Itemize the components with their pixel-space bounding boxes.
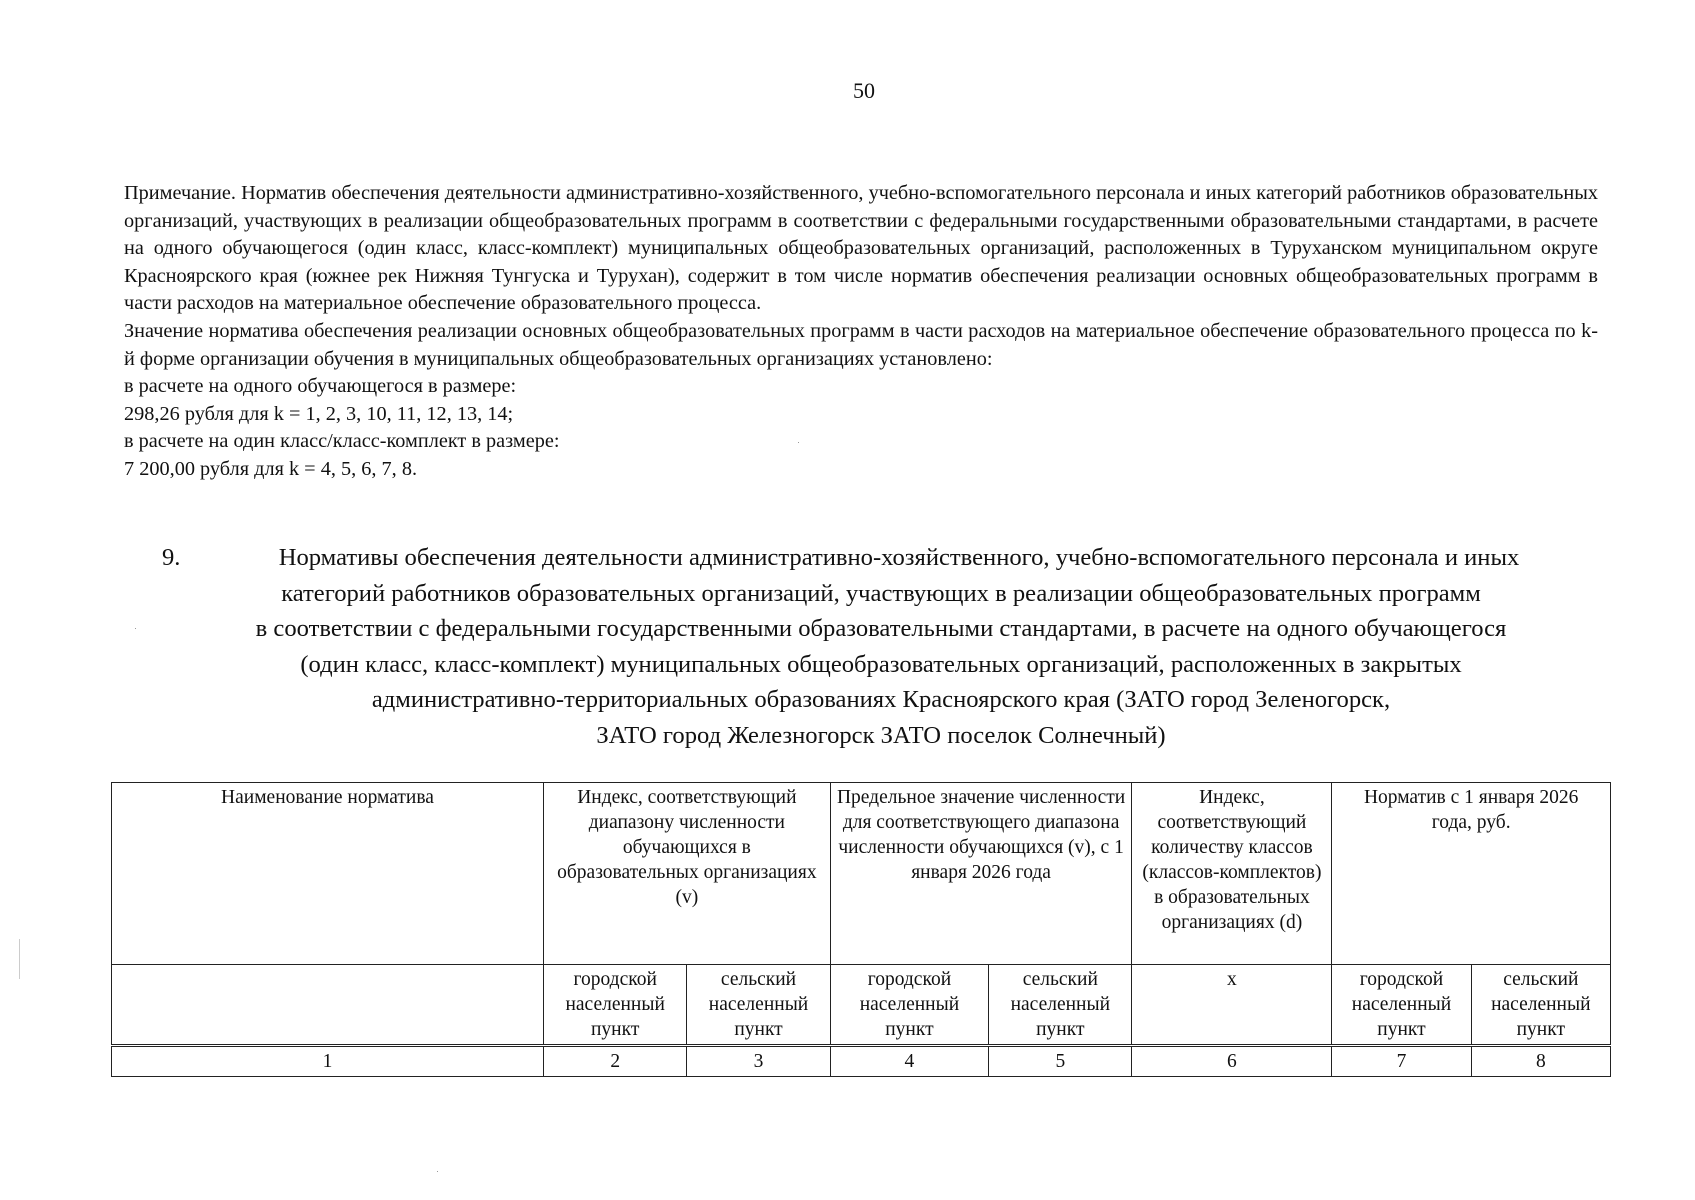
section-title-line: административно-территориальных образованиях Красноярского края (ЗАТО город Зеленогорск, <box>371 686 1391 713</box>
subheader-x: x <box>1132 965 1332 1046</box>
section-number: 9. <box>162 544 181 571</box>
header-limit-value: Предельное значение численности для соответствующего диапазона численности обучающихся (v), с 1 января 2026 года <box>830 783 1132 965</box>
table-subheader-row <box>112 965 1611 1046</box>
section-title-line: в соответствии с федеральными государственными образовательными стандартами, в расчете на одного обучающегося <box>255 615 1507 642</box>
norms-table <box>111 782 1611 1077</box>
subheader-empty <box>112 965 544 1046</box>
column-number: 6 <box>1132 1046 1332 1077</box>
scan-speck <box>437 1171 438 1172</box>
subheader-urban: городской населенный пункт <box>544 965 687 1046</box>
column-number: 4 <box>830 1046 988 1077</box>
subheader-rural: сельский населенный пункт <box>989 965 1132 1046</box>
scan-speck <box>798 442 799 443</box>
note-paragraph: Примечание. Норматив обеспечения деятельности административно-хозяйственного, учебно-вспомогательного персонала и иных категорий работников образовательных организаций, участвующих в реализации общеобразовательных программ в соответствии с федеральными государственными образовательными стандартами, в расчете на одного обучающегося (один класс, класс-комплект) муниципальных общеобразовательных организаций, расположенных в Туруханском муниципальном округе Красноярского края (южнее рек Нижняя Тунгуска и Турухан), содержит в том числе норматив обеспечения реализации основных общеобразовательных программ в части расходов на материальное обеспечение образовательного процесса. <box>124 182 1598 315</box>
section-title-line: категорий работников образовательных организаций, участвующих в реализации общеобразовательных программ <box>281 579 1481 607</box>
column-number: 8 <box>1471 1046 1610 1077</box>
subheader-rural: сельский населенный пункт <box>687 965 830 1046</box>
subheader-urban: городской населенный пункт <box>1332 965 1471 1046</box>
page-number: 50 <box>853 78 875 103</box>
scan-speck <box>19 939 20 979</box>
column-number: 1 <box>112 1046 544 1077</box>
column-number-row <box>112 1046 1611 1077</box>
note-line: 7 200,00 рубля для k = 4, 5, 6, 7, 8. <box>124 457 418 480</box>
note-line: 298,26 рубля для k = 1, 2, 3, 10, 11, 12, 13, 14; <box>124 402 514 425</box>
section-title <box>150 540 1612 753</box>
header-index-classes: Индекс, соответствующий количеству классов (классов-комплектов) в образовательных организациях (d) <box>1132 783 1332 965</box>
column-number: 7 <box>1332 1046 1471 1077</box>
note-line: в расчете на один класс/класс-комплект в размере: <box>124 430 560 453</box>
table-header-row <box>112 783 1611 965</box>
note-paragraph: Значение норматива обеспечения реализации основных общеобразовательных программ в части расходов на материальное обеспечение образовательного процесса по k-й форме организации обучения в муниципальных общеобразовательных организациях установлено: <box>124 319 1598 370</box>
subheader-urban: городской населенный пункт <box>830 965 988 1046</box>
header-index-range: Индекс, соответствующий диапазону численности обучающихся в образовательных организациях (v) <box>544 783 831 965</box>
note-block <box>124 180 1598 484</box>
section-title-line: (один класс, класс-комплект) муниципальных общеобразовательных организаций, расположенных в закрытых <box>300 650 1462 678</box>
column-number: 5 <box>989 1046 1132 1077</box>
section-title-line: Нормативы обеспечения деятельности административно-хозяйственного, учебно-вспомогательного персонала и иных <box>278 544 1520 571</box>
column-number: 2 <box>544 1046 687 1077</box>
header-norm: Норматив с 1 января 2026 года, руб. <box>1332 783 1611 965</box>
section-title-line: ЗАТО город Железногорск ЗАТО поселок Солнечный) <box>596 721 1166 749</box>
note-line: в расчете на одного обучающегося в размере: <box>124 375 517 398</box>
scan-speck <box>135 628 136 629</box>
header-name: Наименование норматива <box>112 783 544 965</box>
column-number: 3 <box>687 1046 830 1077</box>
subheader-rural: сельский населенный пункт <box>1471 965 1610 1046</box>
